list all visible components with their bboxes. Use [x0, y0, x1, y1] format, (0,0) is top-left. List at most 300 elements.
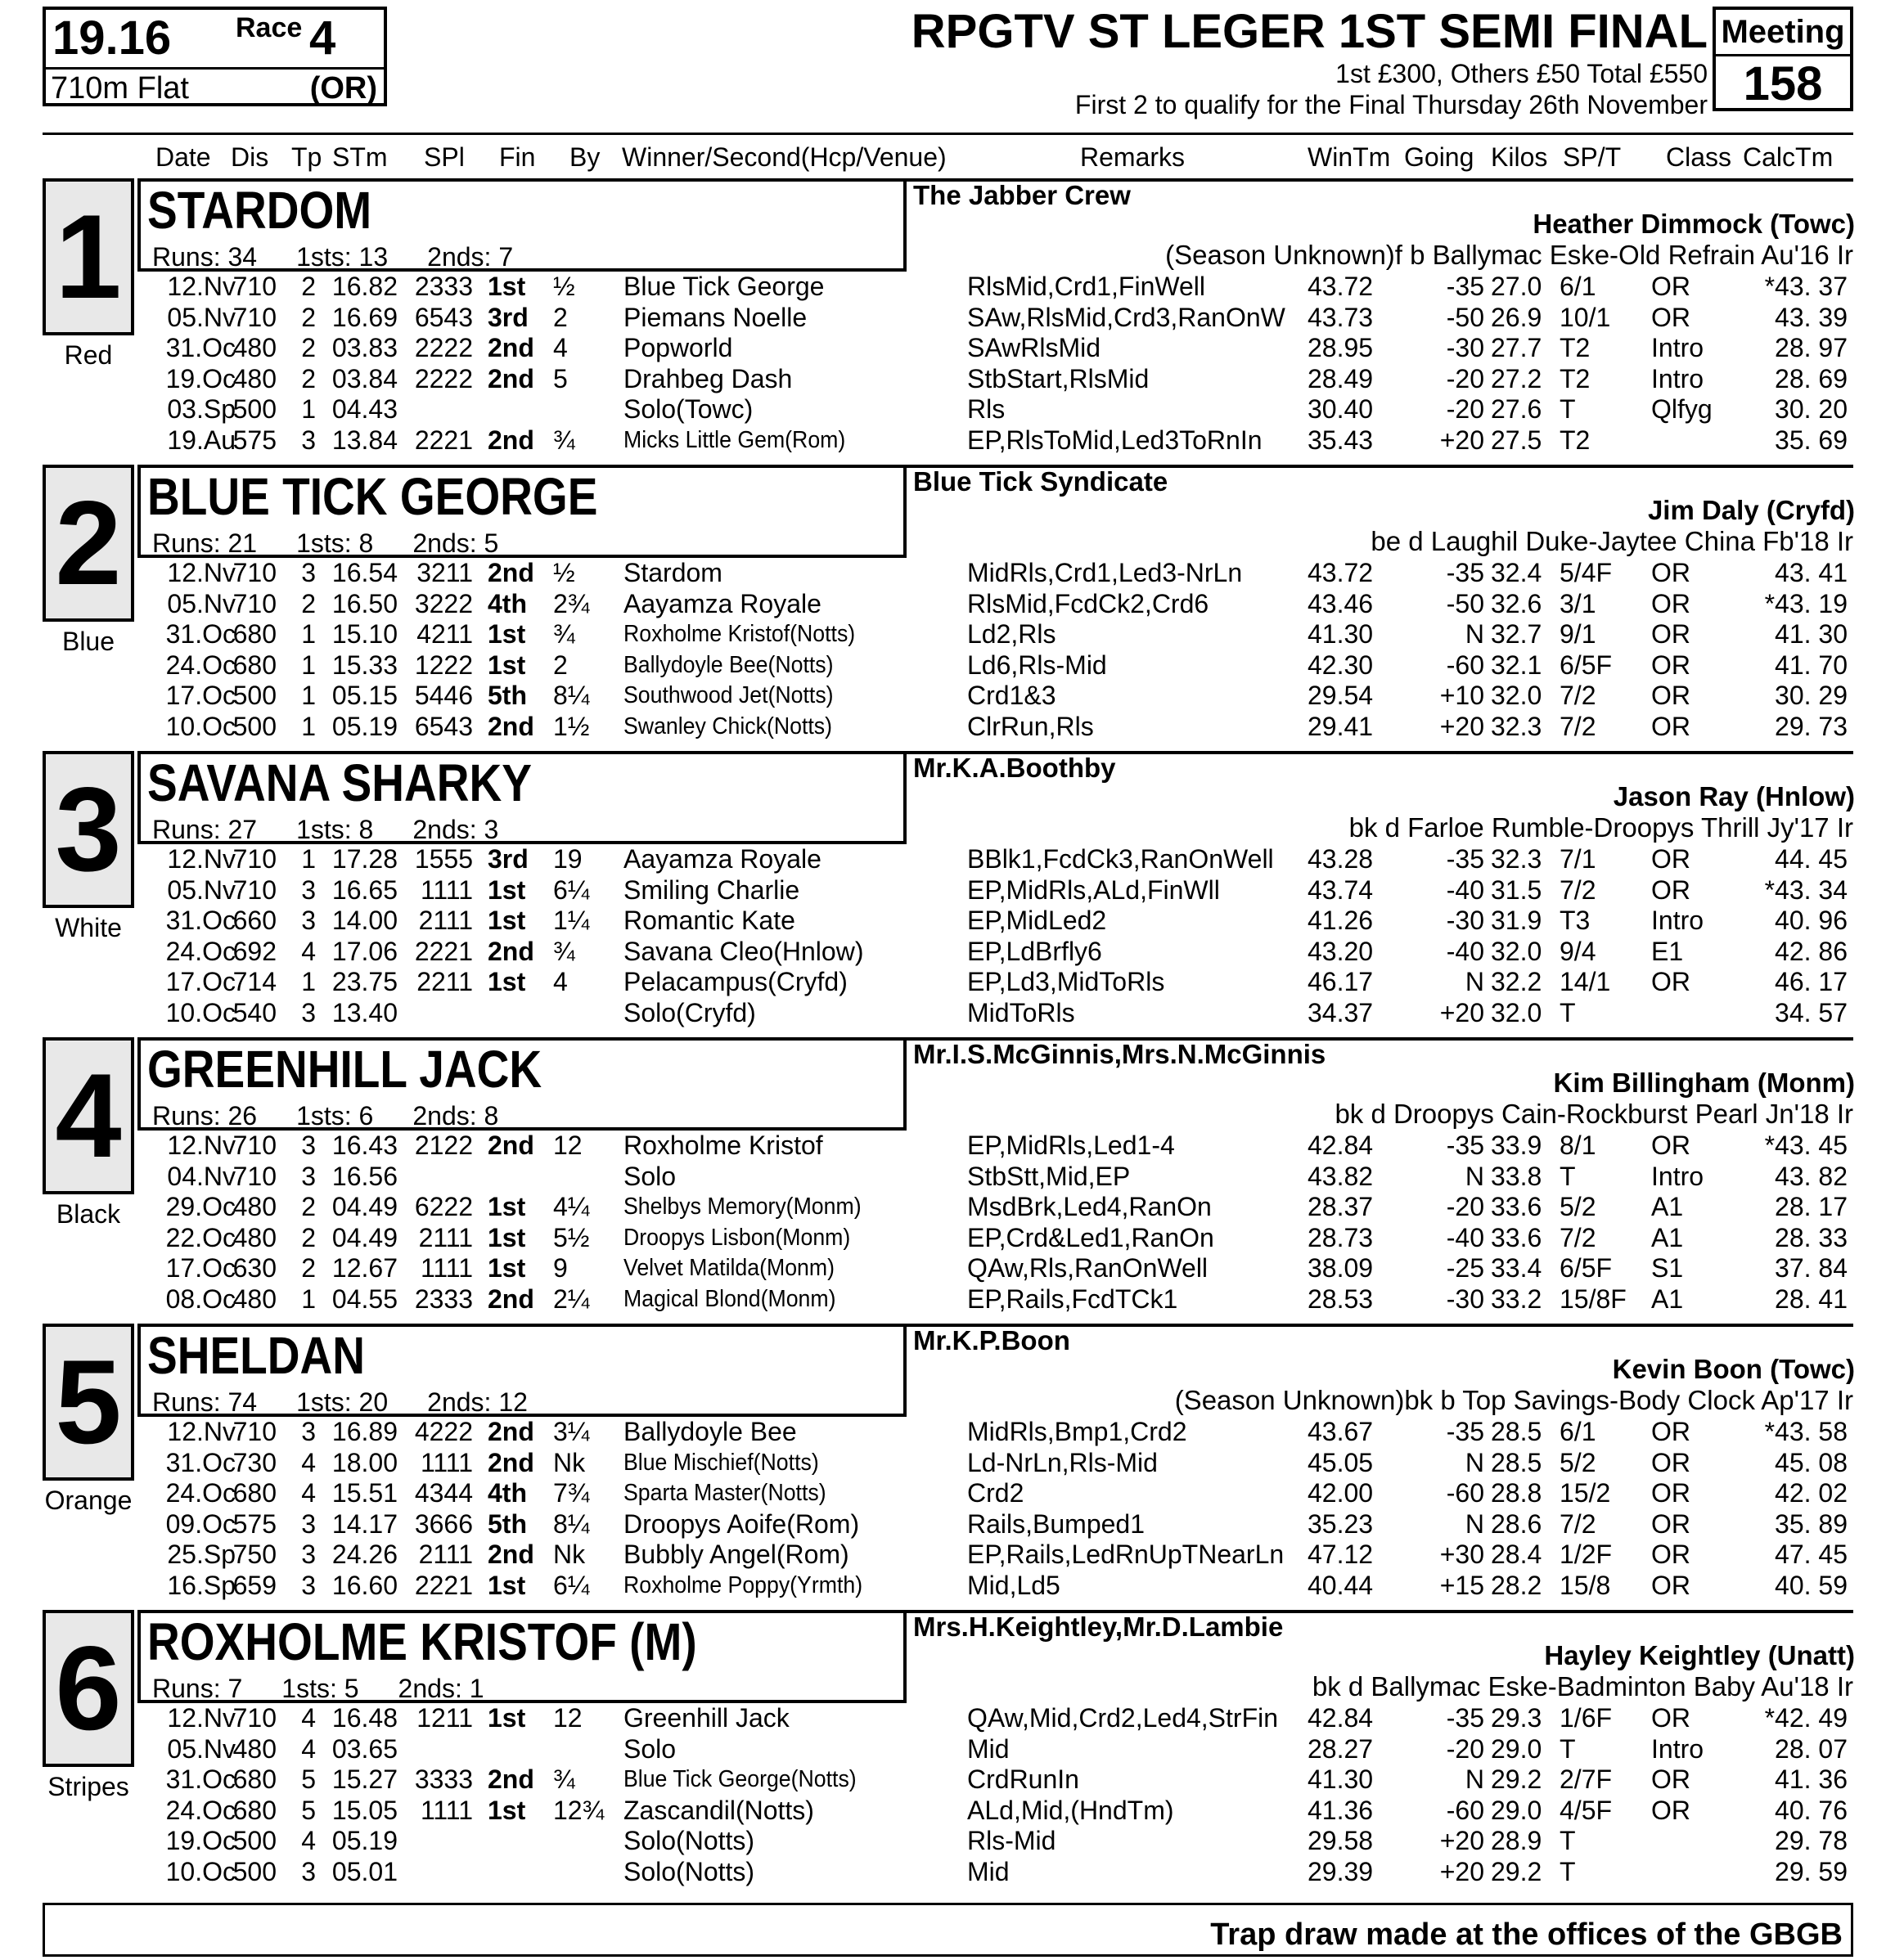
- run-sp: 7/2: [1560, 681, 1596, 710]
- run-kilos: 32.0: [1491, 681, 1542, 710]
- form-row: [0, 906, 1904, 936]
- run-date: 05.Nv: [167, 874, 236, 905]
- run-distance: 480: [232, 1192, 277, 1221]
- run-trap: 1: [301, 967, 316, 996]
- run-winner: Southwood Jet(Notts): [623, 682, 834, 708]
- run-going: N: [1465, 619, 1484, 649]
- dog-breeding: (Season Unknown)bk b Top Savings-Body Clock Ap'17 Ir: [1174, 1385, 1853, 1415]
- run-class: OR: [1651, 1508, 1690, 1539]
- run-trap: 1: [301, 681, 316, 710]
- run-finish: 1st: [488, 1253, 526, 1283]
- header-rule: [43, 133, 1853, 135]
- form-row: [0, 1826, 1904, 1856]
- run-trap: 2: [301, 1253, 316, 1283]
- run-date: 17.Oc: [165, 1253, 236, 1283]
- run-distance: 500: [232, 1856, 277, 1886]
- run-by: ½: [553, 272, 575, 301]
- run-kilos: 28.4: [1491, 1540, 1542, 1569]
- run-class: Intro: [1651, 333, 1704, 362]
- dog-stats: [152, 242, 552, 272]
- run-sp: 4/5F: [1560, 1795, 1613, 1825]
- run-calc-time: 29. 78: [1775, 1826, 1848, 1855]
- run-class: S1: [1651, 1253, 1684, 1283]
- run-remarks: SAwRlsMid: [967, 333, 1101, 362]
- run-trap: 1: [301, 711, 316, 741]
- run-by: 5½: [553, 1222, 590, 1252]
- race-distance: 710m Flat: [51, 71, 189, 106]
- run-class: OR: [1651, 588, 1690, 618]
- run-date: 31.Oc: [165, 333, 236, 362]
- run-distance: 630: [232, 1253, 277, 1283]
- run-sectional: 05.01: [331, 1856, 398, 1886]
- run-trap: 2: [301, 1222, 316, 1252]
- run-split-positions: 1111: [420, 1253, 473, 1283]
- col-date: Date: [155, 142, 211, 172]
- run-sectional: 16.48: [331, 1703, 398, 1733]
- run-finish: 2nd: [488, 936, 534, 966]
- run-sectional: 16.43: [331, 1131, 398, 1160]
- run-win-time: 41.36: [1308, 1795, 1374, 1825]
- run-winner: Aayamza Royale: [623, 844, 821, 874]
- run-class: Intro: [1651, 1733, 1704, 1764]
- run-split-positions: 2122: [414, 1131, 473, 1160]
- run-remarks: StbStt,Mid,EP: [967, 1161, 1131, 1191]
- run-calc-time: 42. 02: [1775, 1478, 1848, 1508]
- run-sp: 6/1: [1560, 272, 1596, 301]
- form-row: [0, 1540, 1904, 1570]
- run-finish: 4th: [488, 588, 527, 618]
- trap-number: 1: [55, 190, 122, 323]
- run-kilos: 26.9: [1491, 302, 1542, 332]
- run-winner: Aayamza Royale: [623, 588, 821, 618]
- run-finish: 2nd: [488, 1764, 534, 1794]
- run-winner: Savana Cleo(Hnlow): [623, 936, 864, 966]
- run-split-positions: 1111: [420, 1447, 473, 1477]
- run-split-positions: 6543: [414, 302, 473, 332]
- dog-entry: [0, 751, 1904, 1037]
- run-class: Qlfyg: [1651, 394, 1713, 424]
- meeting-box: [1713, 7, 1853, 111]
- col-going: Going: [1404, 142, 1474, 172]
- run-going: -60: [1446, 1795, 1484, 1825]
- run-trap: 1: [301, 650, 316, 680]
- run-by: 12: [553, 1131, 583, 1160]
- run-date: 25.Sp: [167, 1540, 236, 1569]
- run-winner: Solo(Towc): [623, 394, 754, 424]
- run-split-positions: 3222: [414, 588, 473, 618]
- dog-runs: Runs: 74: [152, 1387, 258, 1417]
- dog-owner: Mr.K.P.Boon: [913, 1325, 1070, 1355]
- dog-trainer: Jason Ray (Hnlow): [1613, 781, 1855, 811]
- dog-owner: The Jabber Crew: [913, 180, 1131, 210]
- run-remarks: EP,MidRls,Led1-4: [967, 1131, 1175, 1160]
- run-calc-time: 43. 82: [1775, 1161, 1848, 1191]
- run-sp: T: [1560, 1733, 1576, 1764]
- form-row: [0, 425, 1904, 456]
- dog-firsts: 1sts: 5: [281, 1674, 359, 1703]
- run-kilos: 33.6: [1491, 1222, 1542, 1252]
- run-class: OR: [1651, 1417, 1690, 1446]
- trap-number: 3: [55, 762, 122, 896]
- form-row: [0, 558, 1904, 588]
- run-remarks: EP,RlsToMid,Led3ToRnIn: [967, 425, 1263, 455]
- run-sp: 5/2: [1560, 1447, 1596, 1477]
- run-sectional: 14.00: [331, 906, 398, 935]
- run-winner: Swanley Chick(Notts): [623, 713, 833, 739]
- race-grade: (OR): [309, 71, 377, 106]
- run-date: 24.Oc: [165, 1478, 236, 1508]
- run-kilos: 29.2: [1491, 1764, 1542, 1794]
- run-kilos: 29.0: [1491, 1795, 1542, 1825]
- run-split-positions: 5446: [414, 681, 473, 710]
- run-split-positions: 4222: [414, 1417, 473, 1446]
- run-trap: 1: [301, 844, 316, 874]
- run-going: -40: [1446, 874, 1484, 905]
- run-going: -20: [1446, 1192, 1484, 1221]
- run-sectional: 05.19: [331, 1826, 398, 1855]
- run-sp: T2: [1560, 363, 1591, 393]
- run-win-time: 28.37: [1308, 1192, 1374, 1221]
- run-going: -35: [1446, 1703, 1484, 1733]
- run-by: 8¼: [553, 681, 590, 710]
- run-finish: 2nd: [488, 1447, 534, 1477]
- trap-color: Black: [56, 1199, 121, 1229]
- run-date: 12.Nv: [167, 844, 236, 874]
- run-going: -20: [1446, 394, 1484, 424]
- dog-trainer: Kevin Boon (Towc): [1612, 1354, 1855, 1384]
- run-trap: 4: [301, 1447, 316, 1477]
- run-win-time: 40.44: [1308, 1570, 1374, 1600]
- run-remarks: EP,Rails,LedRnUpTNearLn: [967, 1540, 1285, 1569]
- run-calc-time: 28. 07: [1775, 1733, 1848, 1764]
- run-split-positions: 1111: [420, 1795, 473, 1825]
- run-class: OR: [1651, 1703, 1690, 1733]
- run-sp: 9/4: [1560, 936, 1596, 966]
- run-split-positions: 4344: [414, 1478, 473, 1508]
- run-finish: 2nd: [488, 1417, 534, 1446]
- form-row: [0, 1448, 1904, 1478]
- run-trap: 3: [301, 558, 316, 587]
- run-trap: 2: [301, 588, 316, 618]
- form-row: [0, 1131, 1904, 1161]
- run-distance: 710: [232, 1161, 277, 1191]
- run-win-time: 28.95: [1308, 333, 1374, 362]
- run-calc-time: 41. 30: [1775, 619, 1848, 649]
- run-going: N: [1465, 1161, 1484, 1191]
- form-row: [0, 619, 1904, 650]
- run-sp: 5/4F: [1560, 558, 1613, 587]
- run-distance: 710: [232, 272, 277, 301]
- run-by: 4: [553, 967, 568, 996]
- dog-name: BLUE TICK GEORGE: [147, 467, 598, 526]
- run-remarks: SAw,RlsMid,Crd3,RanOnW: [967, 302, 1285, 332]
- run-class: OR: [1651, 272, 1690, 301]
- run-split-positions: 2111: [418, 1540, 473, 1569]
- run-class: OR: [1651, 1764, 1690, 1794]
- run-date: 04.Nv: [167, 1161, 236, 1191]
- run-class: OR: [1651, 711, 1690, 741]
- form-row: [0, 364, 1904, 394]
- run-sectional: 03.83: [331, 333, 398, 362]
- run-trap: 3: [301, 874, 316, 905]
- run-date: 10.Oc: [165, 997, 236, 1027]
- run-distance: 680: [232, 619, 277, 649]
- run-kilos: 29.3: [1491, 1703, 1542, 1733]
- dog-trainer: Kim Billingham (Monm): [1553, 1068, 1855, 1098]
- form-row: [0, 1703, 1904, 1733]
- run-date: 17.Oc: [165, 681, 236, 710]
- race-box-divider: [46, 67, 384, 70]
- run-calc-time: 41. 70: [1775, 650, 1848, 680]
- run-sectional: 14.17: [331, 1508, 398, 1539]
- run-sectional: 04.49: [331, 1192, 398, 1221]
- run-distance: 710: [232, 588, 277, 618]
- run-sp: 10/1: [1560, 302, 1611, 332]
- run-sp: 2/7F: [1560, 1764, 1613, 1794]
- run-finish: 2nd: [488, 711, 534, 741]
- run-going: -35: [1446, 272, 1484, 301]
- run-date: 31.Oc: [165, 1447, 236, 1477]
- dog-name-box: [137, 1324, 907, 1417]
- run-sectional: 16.69: [331, 302, 398, 332]
- run-kilos: 27.7: [1491, 333, 1542, 362]
- run-win-time: 42.84: [1308, 1131, 1374, 1160]
- run-by: 4: [553, 333, 568, 362]
- run-by: 2: [553, 302, 568, 332]
- run-sectional: 16.65: [331, 874, 398, 905]
- run-finish: 1st: [488, 1570, 526, 1600]
- run-date: 31.Oc: [165, 906, 236, 935]
- form-row: [0, 1478, 1904, 1508]
- run-win-time: 29.54: [1308, 681, 1374, 710]
- run-finish: 2nd: [488, 363, 534, 393]
- run-remarks: MidRls,Crd1,Led3-NrLn: [967, 558, 1243, 587]
- dog-name: GREENHILL JACK: [147, 1040, 542, 1099]
- run-going: +20: [1439, 997, 1484, 1027]
- run-sectional: 04.55: [331, 1283, 398, 1314]
- col-wintm: WinTm: [1308, 142, 1391, 172]
- run-by: ½: [553, 558, 575, 587]
- run-sp: 7/2: [1560, 1222, 1596, 1252]
- run-remarks: Mid,Ld5: [967, 1570, 1060, 1600]
- run-win-time: 43.74: [1308, 874, 1374, 905]
- run-date: 09.Oc: [165, 1508, 236, 1539]
- col-stm: STm: [332, 142, 388, 172]
- run-by: 8¼: [553, 1508, 590, 1539]
- run-winner: Zascandil(Notts): [623, 1795, 814, 1825]
- run-win-time: 28.73: [1308, 1222, 1374, 1252]
- col-sp: SP/T: [1563, 142, 1622, 172]
- run-calc-time: 30. 29: [1775, 681, 1848, 710]
- run-distance: 680: [232, 1764, 277, 1794]
- run-sp: 7/2: [1560, 874, 1596, 905]
- run-kilos: 33.8: [1491, 1161, 1542, 1191]
- form-row: [0, 1253, 1904, 1283]
- run-winner: Pelacampus(Cryfd): [623, 967, 848, 996]
- run-split-positions: 4211: [416, 619, 473, 649]
- run-class: A1: [1651, 1222, 1684, 1252]
- run-winner: Ballydoyle Bee(Notts): [623, 651, 834, 678]
- run-win-time: 47.12: [1308, 1540, 1374, 1569]
- run-remarks: BBlk1,FcdCk3,RanOnWell: [967, 844, 1274, 874]
- run-going: -60: [1446, 650, 1484, 680]
- run-calc-time: *43. 58: [1764, 1417, 1848, 1446]
- run-win-time: 28.27: [1308, 1733, 1374, 1764]
- run-split-positions: 1111: [420, 874, 473, 905]
- form-row: [0, 844, 1904, 874]
- form-row: [0, 1764, 1904, 1795]
- run-going: -30: [1446, 906, 1484, 935]
- run-calc-time: 47. 45: [1775, 1540, 1848, 1569]
- run-going: -60: [1446, 1478, 1484, 1508]
- run-remarks: EP,Rails,FcdTCk1: [967, 1283, 1178, 1314]
- run-win-time: 29.39: [1308, 1856, 1374, 1886]
- run-by: ¾: [553, 425, 575, 455]
- run-distance: 710: [232, 558, 277, 587]
- run-trap: 3: [301, 1161, 316, 1191]
- run-distance: 714: [232, 967, 277, 996]
- run-class: OR: [1651, 1447, 1690, 1477]
- run-winner: Stardom: [623, 558, 722, 587]
- run-win-time: 43.28: [1308, 844, 1374, 874]
- run-winner: Magical Blond(Monm): [623, 1285, 836, 1312]
- run-remarks: Ld-NrLn,Rls-Mid: [967, 1447, 1158, 1477]
- run-date: 03.Sp: [167, 394, 236, 424]
- run-winner: Roxholme Kristof: [623, 1131, 823, 1160]
- run-class: OR: [1651, 681, 1690, 710]
- run-class: OR: [1651, 967, 1690, 996]
- run-trap: 4: [301, 936, 316, 966]
- race-label: Race: [236, 12, 303, 43]
- run-distance: 500: [232, 1826, 277, 1855]
- run-winner: Droopys Lisbon(Monm): [623, 1224, 851, 1251]
- run-win-time: 38.09: [1308, 1253, 1374, 1283]
- run-sp: 9/1: [1560, 619, 1596, 649]
- form-row: [0, 650, 1904, 681]
- run-trap: 2: [301, 272, 316, 301]
- run-sectional: 17.06: [331, 936, 398, 966]
- run-calc-time: 37. 84: [1775, 1253, 1848, 1283]
- run-distance: 680: [232, 1478, 277, 1508]
- run-sectional: 13.84: [331, 425, 398, 455]
- run-sp: 15/8F: [1560, 1283, 1627, 1314]
- run-remarks: Rls: [967, 394, 1006, 424]
- run-by: 1¼: [553, 906, 590, 935]
- run-split-positions: 2221: [414, 936, 473, 966]
- col-winner: Winner/Second(Hcp/Venue): [622, 142, 947, 172]
- run-class: OR: [1651, 1478, 1690, 1508]
- run-going: +10: [1439, 681, 1484, 710]
- run-calc-time: 43. 39: [1775, 302, 1848, 332]
- run-trap: 3: [301, 425, 316, 455]
- form-row: [0, 1223, 1904, 1253]
- run-sectional: 13.40: [331, 997, 398, 1027]
- run-finish: 2nd: [488, 1283, 534, 1314]
- run-sectional: 04.49: [331, 1222, 398, 1252]
- run-split-positions: 6543: [414, 711, 473, 741]
- run-winner: Blue Tick George(Notts): [623, 1766, 857, 1792]
- run-distance: 480: [232, 1222, 277, 1252]
- col-dis: Dis: [231, 142, 269, 172]
- run-sectional: 24.26: [331, 1540, 398, 1569]
- run-kilos: 32.7: [1491, 619, 1542, 649]
- run-winner: Ballydoyle Bee: [623, 1417, 797, 1446]
- run-split-positions: 6222: [414, 1192, 473, 1221]
- dog-runs: Runs: 34: [152, 242, 258, 272]
- run-date: 22.Oc: [165, 1222, 236, 1252]
- run-split-positions: 3211: [416, 558, 473, 587]
- run-finish: 1st: [488, 1703, 526, 1733]
- dog-seconds: 2nds: 1: [398, 1674, 484, 1703]
- trap-color: Blue: [61, 627, 115, 656]
- run-kilos: 33.2: [1491, 1283, 1542, 1314]
- run-winner: Roxholme Kristof(Notts): [623, 621, 856, 647]
- run-remarks: QAw,Mid,Crd2,Led4,StrFin: [967, 1703, 1279, 1733]
- run-class: Intro: [1651, 363, 1704, 393]
- run-winner: Blue Tick George: [623, 272, 825, 301]
- form-row: [0, 1162, 1904, 1192]
- dog-name-box: [137, 1037, 907, 1131]
- run-remarks: EP,MidLed2: [967, 906, 1107, 935]
- form-row: [0, 998, 1904, 1028]
- run-date: 19.Oc: [165, 363, 236, 393]
- race-time: 19.16: [52, 11, 172, 65]
- dog-entry: [0, 1610, 1904, 1896]
- run-kilos: 27.2: [1491, 363, 1542, 393]
- run-calc-time: 44. 45: [1775, 844, 1848, 874]
- run-by: 6¼: [553, 1570, 590, 1600]
- run-date: 12.Nv: [167, 1417, 236, 1446]
- run-win-time: 45.05: [1308, 1447, 1374, 1477]
- dog-owner: Mr.I.S.McGinnis,Mrs.N.McGinnis: [913, 1039, 1326, 1069]
- run-remarks: EP,LdBrfly6: [967, 936, 1102, 966]
- run-distance: 692: [232, 936, 277, 966]
- run-date: 05.Nv: [167, 588, 236, 618]
- run-kilos: 31.9: [1491, 906, 1542, 935]
- run-trap: 4: [301, 1826, 316, 1855]
- run-by: ¾: [553, 936, 575, 966]
- run-calc-time: 46. 17: [1775, 967, 1848, 996]
- run-remarks: MidRls,Bmp1,Crd2: [967, 1417, 1187, 1446]
- dog-stats: [152, 1387, 567, 1417]
- dog-seconds: 2nds: 3: [412, 815, 499, 844]
- run-distance: 500: [232, 681, 277, 710]
- run-calc-time: 28. 41: [1775, 1283, 1848, 1314]
- run-date: 08.Oc: [165, 1283, 236, 1314]
- dog-trainer: Jim Daly (Cryfd): [1647, 495, 1855, 525]
- form-row: [0, 1509, 1904, 1540]
- run-trap: 4: [301, 1733, 316, 1764]
- run-calc-time: 28. 17: [1775, 1192, 1848, 1221]
- run-win-time: 43.20: [1308, 936, 1374, 966]
- run-winner: Droopys Aoife(Rom): [623, 1508, 860, 1539]
- dog-trainer: Hayley Keightley (Unatt): [1544, 1640, 1855, 1670]
- run-trap: 2: [301, 363, 316, 393]
- run-by: ¾: [553, 619, 575, 649]
- run-distance: 710: [232, 874, 277, 905]
- run-finish: 4th: [488, 1478, 527, 1508]
- run-kilos: 27.5: [1491, 425, 1542, 455]
- run-win-time: 30.40: [1308, 394, 1374, 424]
- run-going: -30: [1446, 333, 1484, 362]
- run-calc-time: 40. 76: [1775, 1795, 1848, 1825]
- run-going: N: [1465, 1764, 1484, 1794]
- form-row: [0, 1192, 1904, 1222]
- run-sp: T: [1560, 1161, 1576, 1191]
- form-row: [0, 1417, 1904, 1447]
- run-trap: 2: [301, 1192, 316, 1221]
- run-trap: 3: [301, 1570, 316, 1600]
